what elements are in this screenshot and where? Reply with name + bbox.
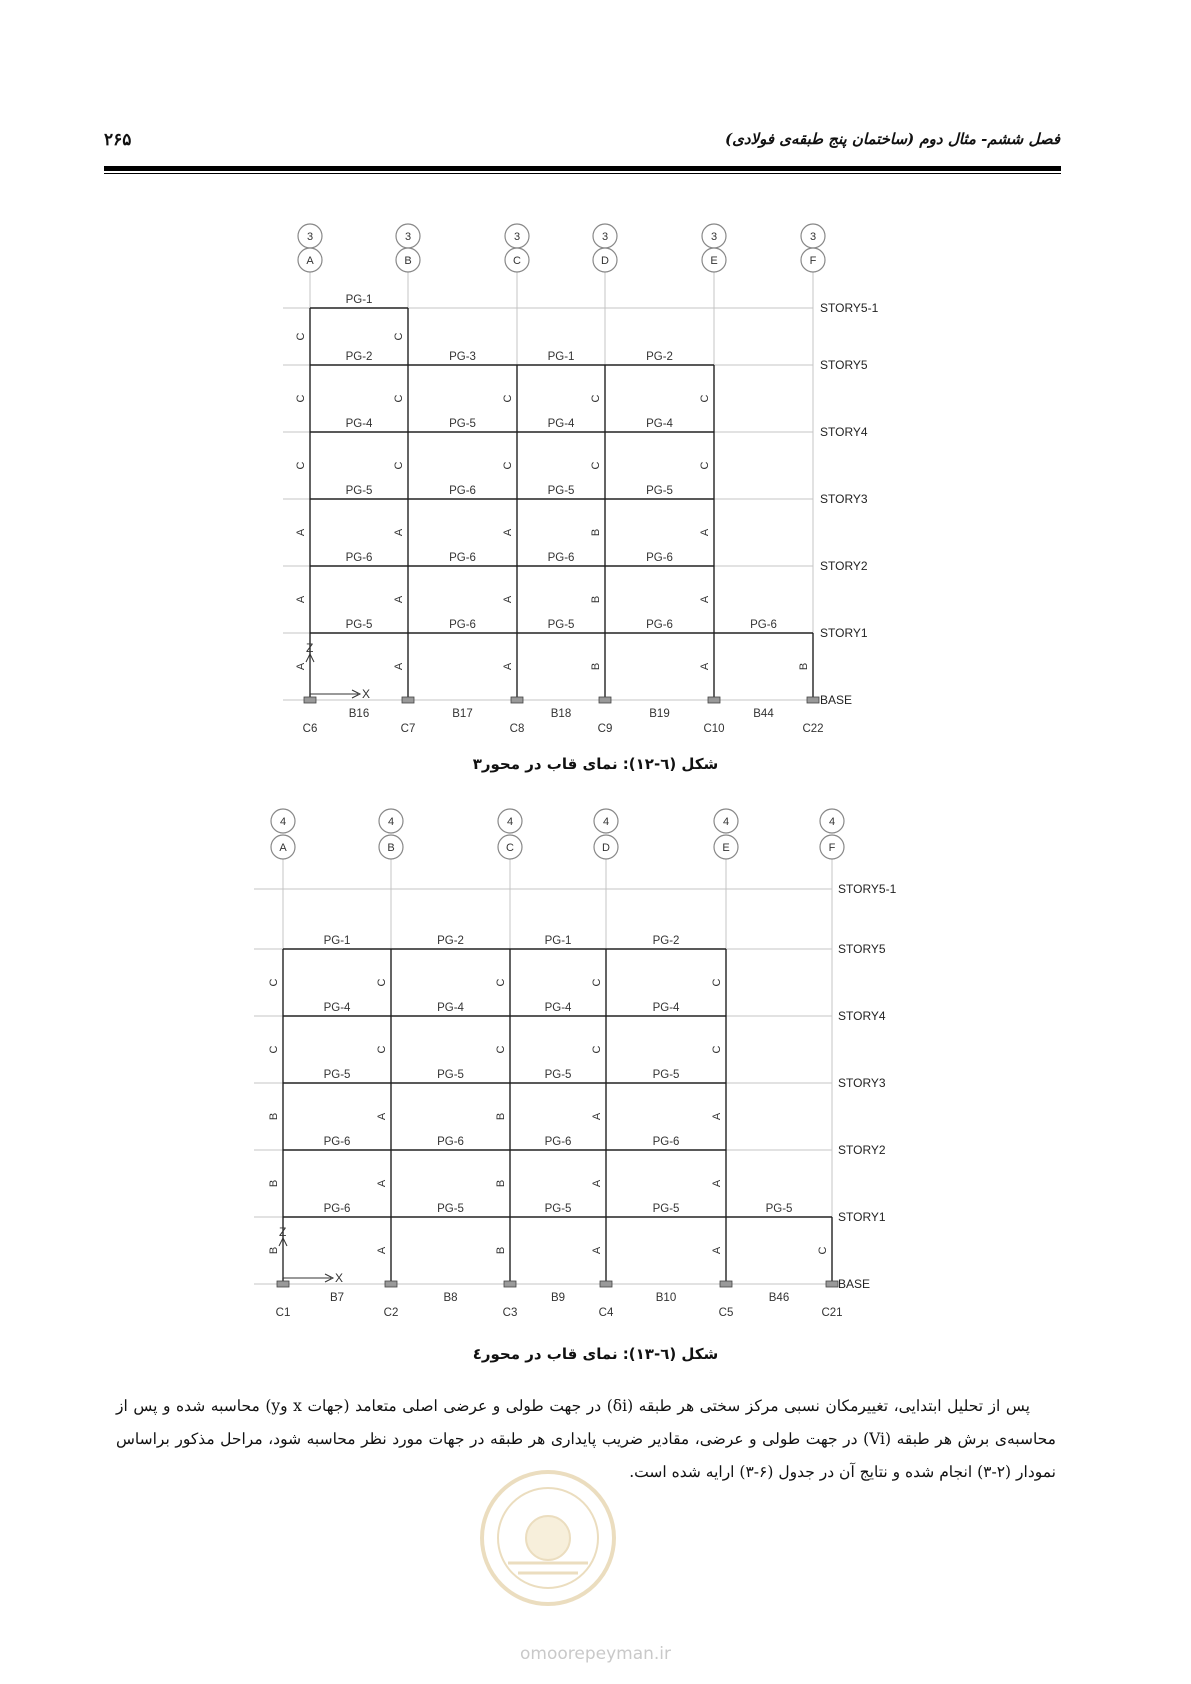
- beam-label: PG-6: [750, 619, 777, 631]
- support-icon: [708, 697, 720, 703]
- column-label: A: [376, 1179, 388, 1188]
- grid-bubble-letter: A: [279, 842, 287, 854]
- column-label: C: [502, 394, 514, 403]
- column-label: A: [711, 1112, 723, 1121]
- column-label: A: [376, 1246, 388, 1255]
- story-label: STORY1: [820, 626, 868, 640]
- beam-label: PG-4: [544, 1002, 572, 1014]
- beam-label: PG-6: [323, 1203, 351, 1215]
- axis-z-label: Z: [279, 1225, 287, 1239]
- beam-label: PG-5: [323, 1069, 351, 1081]
- column-label: C: [699, 394, 711, 403]
- base-beam-label: B17: [452, 708, 473, 720]
- column-label: B: [268, 1246, 280, 1255]
- support-icon: [304, 697, 316, 703]
- column-label: A: [502, 595, 514, 604]
- base-column-label: C7: [400, 723, 416, 735]
- beam-label: PG-6: [449, 552, 476, 564]
- publisher-seal-icon: [478, 1468, 618, 1608]
- base-column-label: C2: [383, 1307, 399, 1319]
- grid-bubble-number: 4: [828, 816, 836, 828]
- column-label: C: [590, 394, 602, 403]
- story-label: STORY3: [820, 492, 868, 506]
- support-icon: [599, 697, 611, 703]
- column-label: A: [699, 595, 711, 604]
- support-icon: [385, 1281, 397, 1287]
- column-label: A: [393, 662, 405, 671]
- grid-bubble-number: 4: [602, 816, 610, 828]
- support-icon: [826, 1281, 838, 1287]
- column-label: A: [591, 1179, 603, 1188]
- beam-label: PG-6: [345, 552, 373, 564]
- column-label: B: [590, 662, 602, 671]
- story-label: STORY2: [820, 559, 868, 573]
- column-label: B: [590, 595, 602, 604]
- column-label: B: [268, 1112, 280, 1121]
- axis-x-label: X: [362, 687, 371, 701]
- column-label: C: [393, 394, 405, 403]
- column-label: A: [376, 1112, 388, 1121]
- base-column-label: C21: [821, 1307, 843, 1319]
- column-label: C: [817, 1246, 829, 1255]
- frame-elevation-axis-3: [0, 200, 1191, 760]
- grid-bubble-number: 3: [601, 231, 609, 243]
- beam-label: PG-5: [652, 1069, 680, 1081]
- grid-bubble-number: 3: [404, 231, 412, 243]
- base-column-label: C4: [598, 1307, 614, 1319]
- column-label: A: [711, 1246, 723, 1255]
- column-label: C: [268, 978, 280, 987]
- column-label: C: [699, 461, 711, 470]
- figure-caption-1: شکل (٦-١٢): نمای قاب در محور٣: [472, 755, 719, 773]
- beam-label: PG-6: [547, 552, 575, 564]
- beam-label: PG-1: [323, 935, 351, 947]
- support-icon: [511, 697, 523, 703]
- base-beam-label: B46: [768, 1292, 790, 1304]
- story-label: STORY3: [838, 1076, 886, 1090]
- beam-label: PG-3: [449, 351, 476, 363]
- beam-label: PG-5: [547, 619, 575, 631]
- column-label: C: [711, 1045, 723, 1054]
- column-label: A: [699, 662, 711, 671]
- axis-x-label: X: [335, 1271, 344, 1285]
- beam-label: PG-5: [765, 1203, 793, 1215]
- beam-label: PG-5: [345, 619, 373, 631]
- beam-label: PG-4: [345, 418, 373, 430]
- beam-label: PG-5: [345, 485, 373, 497]
- grid-bubble-number: 4: [387, 816, 395, 828]
- beam-label: PG-4: [437, 1002, 464, 1014]
- base-beam-label: B8: [443, 1292, 458, 1304]
- base-column-label: C9: [597, 723, 613, 735]
- beam-label: PG-4: [652, 1002, 680, 1014]
- grid-bubble-letter: E: [710, 255, 718, 267]
- chapter-title: فصل ششم- مثال دوم (ساختمان پنج طبقه‌ی فولادی): [725, 130, 1060, 148]
- column-label: C: [295, 332, 307, 341]
- column-label: C: [393, 332, 405, 341]
- column-label: C: [376, 978, 388, 987]
- grid-bubble-number: 4: [279, 816, 287, 828]
- column-label: A: [591, 1112, 603, 1121]
- column-label: B: [590, 528, 602, 537]
- column-label: C: [591, 1045, 603, 1054]
- column-label: A: [295, 528, 307, 537]
- support-icon: [807, 697, 819, 703]
- base-beam-label: B7: [329, 1292, 345, 1304]
- page-number: ۲۶۵: [104, 130, 132, 150]
- base-beam-label: B10: [655, 1292, 677, 1304]
- base-column-label: C10: [703, 723, 725, 735]
- beam-label: PG-5: [652, 1203, 680, 1215]
- base-beam-label: B9: [550, 1292, 566, 1304]
- story-label: BASE: [838, 1277, 871, 1291]
- beam-label: PG-6: [449, 619, 476, 631]
- column-label: B: [495, 1112, 507, 1121]
- beam-label: PG-6: [437, 1136, 464, 1148]
- beam-label: PG-6: [323, 1136, 351, 1148]
- beam-label: PG-6: [652, 1136, 680, 1148]
- grid-bubble-letter: B: [404, 255, 412, 267]
- grid-bubble-number: 4: [722, 816, 730, 828]
- grid-bubble-letter: F: [828, 842, 836, 854]
- beam-label: PG-6: [449, 485, 476, 497]
- column-label: A: [295, 662, 307, 671]
- base-beam-label: B19: [649, 708, 670, 720]
- column-label: C: [295, 394, 307, 403]
- beam-label: PG-5: [437, 1203, 464, 1215]
- column-label: C: [495, 978, 507, 987]
- column-label: A: [699, 528, 711, 537]
- header-rule-thin: [104, 173, 1061, 174]
- beam-label: PG-2: [646, 351, 673, 363]
- column-label: A: [591, 1246, 603, 1255]
- column-label: C: [295, 461, 307, 470]
- base-column-label: C8: [509, 723, 525, 735]
- beam-label: PG-4: [646, 418, 673, 430]
- beam-label: PG-6: [646, 619, 673, 631]
- column-label: C: [502, 461, 514, 470]
- grid-bubble-number: 4: [506, 816, 514, 828]
- beam-label: PG-5: [547, 485, 575, 497]
- support-icon: [504, 1281, 516, 1287]
- base-column-label: C22: [802, 723, 824, 735]
- beam-label: PG-1: [547, 351, 575, 363]
- beam-label: PG-2: [652, 935, 680, 947]
- column-label: A: [502, 528, 514, 537]
- beam-label: PG-4: [323, 1002, 351, 1014]
- base-column-label: C5: [718, 1307, 734, 1319]
- beam-label: PG-6: [646, 552, 673, 564]
- beam-label: PG-6: [544, 1136, 572, 1148]
- site-watermark: omoorepeyman.ir: [519, 1644, 672, 1664]
- column-label: A: [711, 1179, 723, 1188]
- grid-bubble-number: 3: [809, 231, 817, 243]
- grid-bubble-letter: E: [722, 842, 730, 854]
- column-label: B: [268, 1179, 280, 1188]
- story-label: BASE: [820, 693, 853, 707]
- story-label: STORY5: [838, 942, 886, 956]
- base-column-label: C3: [502, 1307, 518, 1319]
- column-label: C: [268, 1045, 280, 1054]
- support-icon: [402, 697, 414, 703]
- base-column-label: C6: [302, 723, 318, 735]
- column-label: A: [502, 662, 514, 671]
- grid-bubble-letter: D: [601, 255, 609, 267]
- header-rule: [104, 166, 1061, 171]
- beam-label: PG-2: [345, 351, 373, 363]
- story-label: STORY5-1: [838, 882, 897, 896]
- base-beam-label: B44: [753, 708, 774, 720]
- grid-bubble-number: 3: [306, 231, 314, 243]
- beam-label: PG-5: [449, 418, 476, 430]
- body-text: پس از تحلیل ابتدایی، تغییرمکان نسبی مرکز سختی هر طبقه (δi) در جهت طولی و عرضی اصلی متعامد (جهات x وy) محاسبه شده و پس از محاسبه‌ی برش هر طبقه (Vi) در جهت طولی و عرضی، مقادیر ضریب پایداری هر طبقه در جهات مورد نظر محاسبه شود، مراحل مذکور براساس نمودار (۲-۳) انجام شده و نتایج آن در جدول (۶-۳) ارایه شده است.: [116, 1397, 1056, 1481]
- column-label: B: [798, 662, 810, 671]
- grid-bubble-number: 3: [513, 231, 521, 243]
- grid-bubble-number: 3: [710, 231, 718, 243]
- grid-bubble-letter: C: [513, 255, 521, 267]
- column-label: A: [393, 595, 405, 604]
- grid-bubble-letter: B: [387, 842, 395, 854]
- story-label: STORY5: [820, 358, 868, 372]
- frame-elevation-axis-4: [0, 795, 1191, 1335]
- column-label: C: [376, 1045, 388, 1054]
- column-label: B: [495, 1246, 507, 1255]
- grid-bubble-letter: C: [506, 842, 514, 854]
- beam-label: PG-5: [646, 485, 673, 497]
- base-column-label: C1: [275, 1307, 291, 1319]
- story-label: STORY2: [838, 1143, 886, 1157]
- column-label: B: [495, 1179, 507, 1188]
- beam-label: PG-4: [547, 418, 575, 430]
- grid-bubble-letter: D: [602, 842, 610, 854]
- base-beam-label: B16: [348, 708, 370, 720]
- beam-label: PG-1: [544, 935, 572, 947]
- story-label: STORY4: [820, 425, 868, 439]
- base-beam-label: B18: [550, 708, 572, 720]
- column-label: A: [295, 595, 307, 604]
- story-label: STORY4: [838, 1009, 886, 1023]
- column-label: C: [590, 461, 602, 470]
- column-label: C: [591, 978, 603, 987]
- column-label: C: [711, 978, 723, 987]
- page-header: [104, 130, 1060, 160]
- beam-label: PG-5: [437, 1069, 464, 1081]
- column-label: C: [495, 1045, 507, 1054]
- support-icon: [277, 1281, 289, 1287]
- column-label: C: [393, 461, 405, 470]
- grid-bubble-letter: A: [306, 255, 314, 267]
- beam-label: PG-5: [544, 1069, 572, 1081]
- column-label: A: [393, 528, 405, 537]
- story-label: STORY5-1: [820, 301, 879, 315]
- story-label: STORY1: [838, 1210, 886, 1224]
- grid-bubble-letter: F: [809, 255, 817, 267]
- support-icon: [600, 1281, 612, 1287]
- beam-label: PG-1: [345, 294, 373, 306]
- beam-label: PG-5: [544, 1203, 572, 1215]
- axis-z-label: Z: [306, 641, 314, 655]
- figure-caption-2: شکل (٦-١٣): نمای قاب در محور٤: [472, 1345, 719, 1363]
- support-icon: [720, 1281, 732, 1287]
- beam-label: PG-2: [437, 935, 464, 947]
